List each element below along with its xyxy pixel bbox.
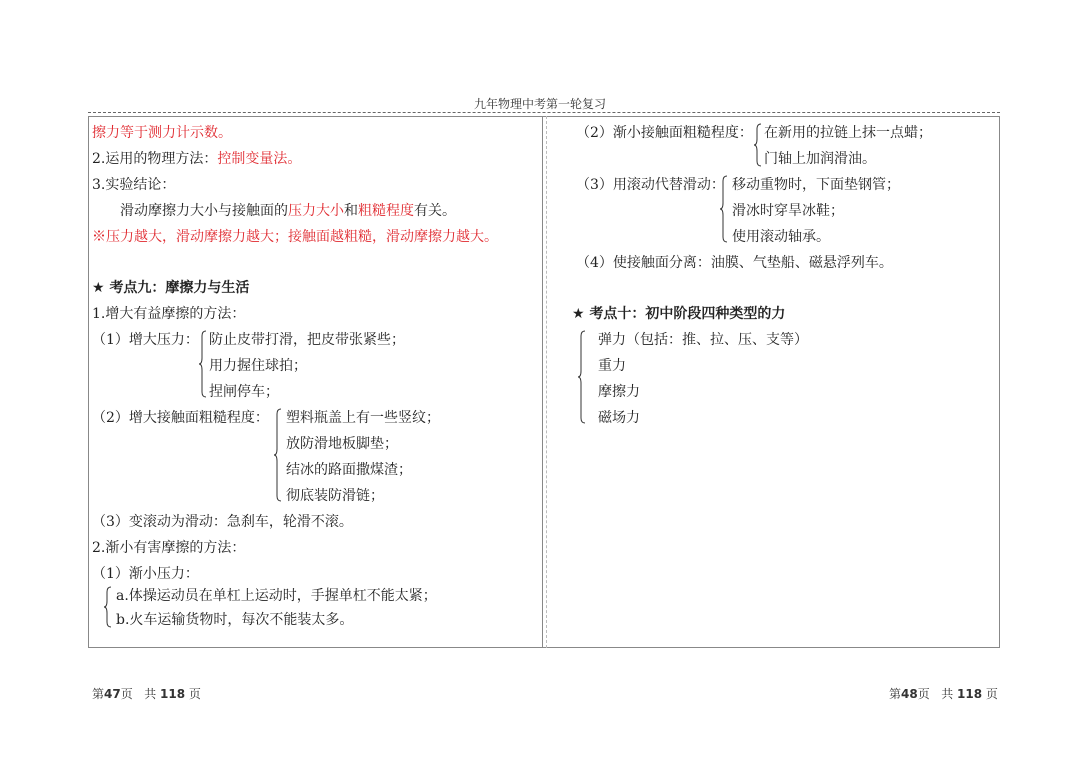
reduce-roughness-label: （2）渐小接触面粗糙程度： — [576, 125, 753, 141]
method-line — [92, 150, 301, 168]
force-type-item: 磁场力 — [598, 410, 640, 426]
rolling-item: 使用滚动轴承。 — [732, 229, 830, 245]
left-brace-icon — [104, 586, 112, 628]
reduce-roughness-item: 门轴上加润滑油。 — [764, 151, 876, 167]
left-page-number: 47 — [104, 687, 121, 701]
rolling-item: 移动重物时，下面垫钢管； — [732, 177, 900, 193]
section-ten-title: 考点十：初中阶段四种类型的力 — [589, 306, 786, 322]
left-page-footer: 第47页 共 118 页 — [92, 687, 201, 701]
force-type-item: 重力 — [598, 358, 626, 374]
left-brace-icon — [274, 408, 282, 502]
rolling-instead-label: （3）用滚动代替滑动： — [576, 177, 725, 193]
section-ten-heading — [572, 305, 785, 323]
left-brace-icon — [578, 330, 586, 424]
roughness-item: 塑料瓶盖上有一些竖纹； — [286, 410, 440, 426]
roughness-item: 结冰的路面撒煤渣； — [286, 462, 412, 478]
section-nine-heading — [92, 279, 249, 297]
force-type-item: 弹力（包括：推、拉、压、支等） — [598, 332, 808, 348]
column-divider-guide — [546, 116, 547, 648]
conclusion-label: 3.实验结论： — [92, 177, 176, 193]
right-page-number: 48 — [901, 687, 918, 701]
column-divider — [542, 116, 543, 648]
method-label: 2.运用的物理方法： — [92, 151, 218, 167]
conclusion-text: 滑动摩擦力大小与接触面的压力大小和粗糙程度有关。 — [120, 203, 456, 219]
star-icon: ★ — [572, 306, 585, 322]
pressure-item: 捏闸停车； — [209, 384, 279, 400]
increase-friction-heading: 1.增大有益摩擦的方法： — [92, 306, 246, 322]
right-page-total: 118 — [957, 687, 983, 701]
section-nine-title: 考点九：摩擦力与生活 — [109, 280, 250, 296]
increase-pressure-label: （1）增大压力： — [92, 332, 199, 348]
reduce-friction-heading: 2.渐小有害摩擦的方法： — [92, 540, 246, 556]
star-icon: ★ — [92, 280, 105, 296]
rolling-to-sliding: （3）变滚动为滑动：急刹车，轮滑不滚。 — [92, 514, 353, 530]
increase-roughness-label: （2）增大接触面粗糙程度： — [92, 410, 269, 426]
reduce-pressure-item: b.火车运输货物时，每次不能装太多。 — [116, 612, 354, 628]
left-brace-icon — [754, 123, 762, 167]
reduce-pressure-label: （1）渐小压力： — [92, 566, 199, 582]
rolling-item: 滑冰时穿旱冰鞋； — [732, 203, 844, 219]
pressure-item: 用力握住球拍； — [209, 358, 307, 374]
page-header-title: 九年物理中考第一轮复习 — [473, 97, 606, 111]
reduce-pressure-item: a.体操运动员在单杠上运动时，手握单杠不能太紧； — [116, 588, 437, 604]
pressure-item: 防止皮带打滑，把皮带张紧些； — [209, 332, 405, 348]
left-line-1: 擦力等于测力计示数。 — [92, 125, 232, 141]
separate-surfaces: （4）使接触面分离：油膜、气垫船、磁悬浮列车。 — [576, 255, 893, 271]
roughness-item: 放防滑地板脚垫； — [286, 436, 398, 452]
header-divider — [88, 112, 1000, 113]
conclusion-note: ※压力越大，滑动摩擦力越大；接触面越粗糙，滑动摩擦力越大。 — [92, 229, 498, 245]
left-page-total: 118 — [160, 687, 186, 701]
content-frame — [88, 116, 1000, 648]
method-value: 控制变量法。 — [217, 151, 302, 167]
roughness-item: 彻底装防滑链； — [286, 488, 384, 504]
left-brace-icon — [720, 175, 728, 243]
force-type-item: 摩擦力 — [598, 384, 640, 400]
left-brace-icon — [199, 330, 207, 398]
right-page-footer: 第48页 共 118 页 — [889, 687, 998, 701]
reduce-roughness-item: 在新用的拉链上抹一点蜡； — [764, 125, 932, 141]
